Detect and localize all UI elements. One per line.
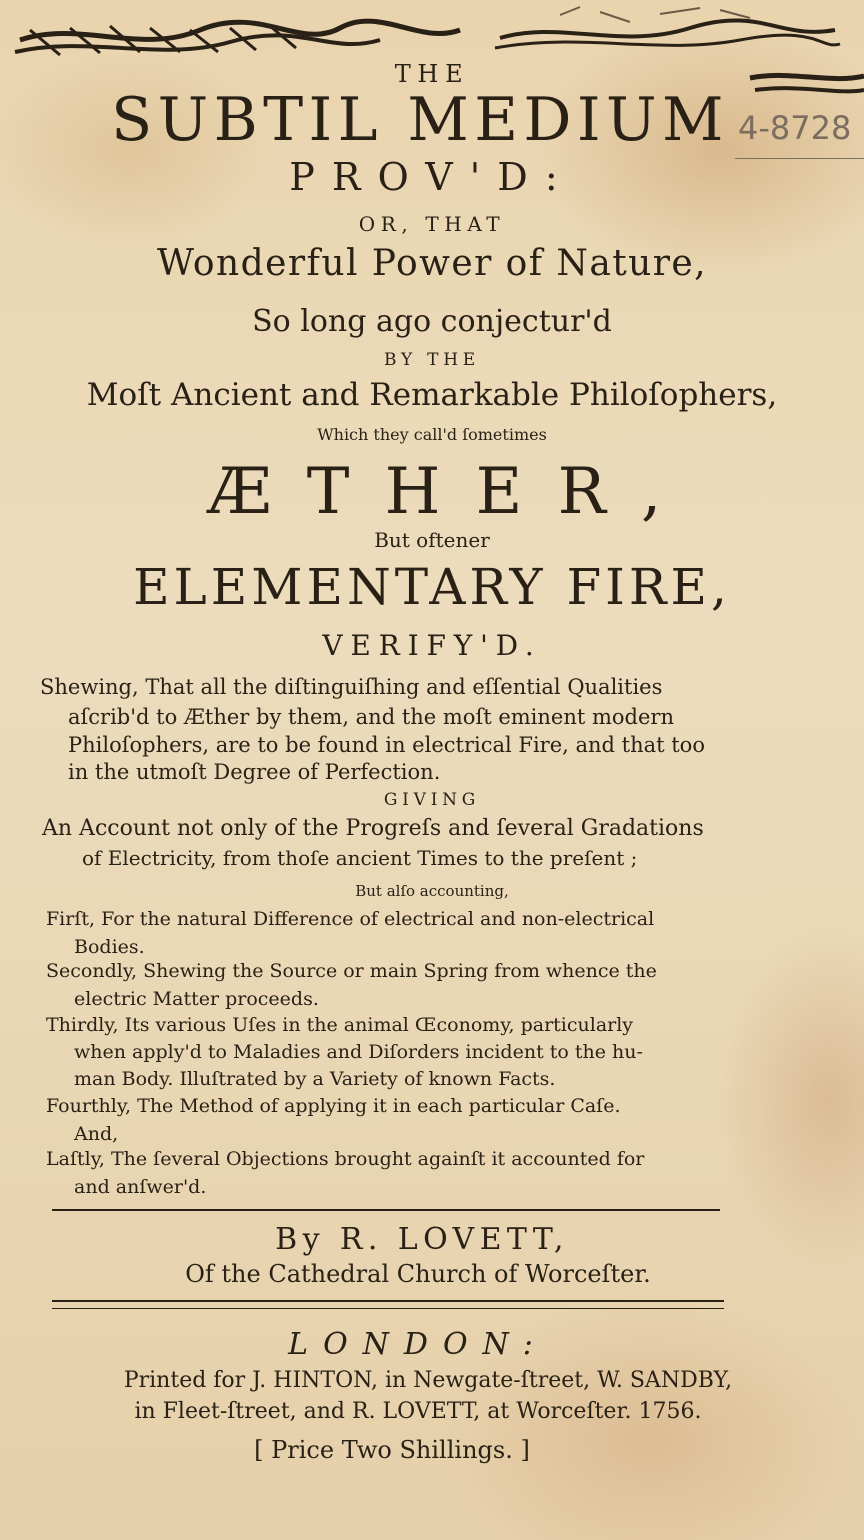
fourthly-line: And,: [74, 1123, 119, 1145]
secondly-line: Secondly, Shewing the Source or main Spring from whence the: [46, 960, 657, 982]
title-sub: PROV'D:: [289, 155, 575, 199]
thirdly-line: Thirdly, Its various Uſes in the animal Œconomy, particularly: [46, 1014, 634, 1036]
shewing-line: in the utmoſt Degree of Perfection.: [68, 760, 441, 784]
lastly-line: Laſtly, The ſeveral Objections brought againſt it accounted for: [46, 1148, 645, 1170]
first-line: Bodies.: [74, 936, 145, 958]
shewing-line: Philoſophers, are to be found in electrical Fire, and that too: [68, 733, 705, 757]
by-the: BY THE: [384, 350, 480, 370]
rule-above-author: [52, 1209, 720, 1211]
of-cathedral: Of the Cathedral Church of Worceſter.: [185, 1260, 651, 1288]
verified: VERIFY'D.: [322, 629, 542, 662]
thirdly-line: when apply'd to Maladies and Diſorders incident to the hu-: [74, 1041, 643, 1063]
the-heading: THE: [394, 60, 470, 88]
shewing-line: Shewing, That all the diſtinguiſhing and eſſential Qualities: [40, 675, 663, 699]
london: LONDON:: [288, 1327, 548, 1362]
price: [ Price Two Shillings. ]: [254, 1436, 530, 1464]
printed-line: Printed for J. HINTON, in Newgate-ſtreet, W. SANDBY,: [123, 1368, 733, 1393]
giving: GIVING: [383, 790, 481, 810]
but-also-accounting: But alſo accounting,: [355, 882, 509, 900]
title-main: SUBTIL MEDIUM: [111, 85, 729, 155]
most-ancient: Moſt Ancient and Remarkable Philoſophers,: [86, 377, 778, 413]
account-line: An Account not only of the Progreſs and ſeveral Gradations: [42, 816, 704, 841]
rule-below-author: [52, 1300, 724, 1302]
wonderful-power: Wonderful Power of Nature,: [156, 243, 708, 284]
shewing-line: aſcrib'd to Æther by them, and the moſt eminent modern: [68, 705, 674, 729]
by-author: By R. LOVETT,: [275, 1222, 569, 1257]
printed-line: in Fleet-ſtreet, and R. LOVETT, at Worceſter. 1756.: [134, 1399, 702, 1424]
so-long-ago: So long ago conjectur'd: [252, 304, 612, 339]
thirdly-line: man Body. Illuſtrated by a Variety of known Facts.: [74, 1068, 556, 1090]
secondly-line: electric Matter proceeds.: [74, 988, 319, 1010]
handwritten-shelfmark: 4-8728: [738, 109, 852, 147]
or-that: OR, THAT: [358, 212, 506, 236]
lastly-line: and anſwer'd.: [74, 1176, 207, 1198]
which-they-called: Which they call'd ſometimes: [317, 425, 547, 444]
but-oftener: But oftener: [374, 528, 490, 552]
account-line: of Electricity, from thoſe ancient Times to the preſent ;: [82, 846, 638, 870]
first-line: Firſt, For the natural Difference of electrical and non-electrical: [46, 908, 655, 930]
aether-heading: ÆTHER,: [207, 455, 697, 529]
elementary-fire: ELEMENTARY FIRE,: [133, 558, 731, 616]
rule-below-author-thin: [52, 1308, 724, 1309]
fourthly-line: Fourthly, The Method of applying it in each particular Caſe.: [46, 1095, 621, 1117]
